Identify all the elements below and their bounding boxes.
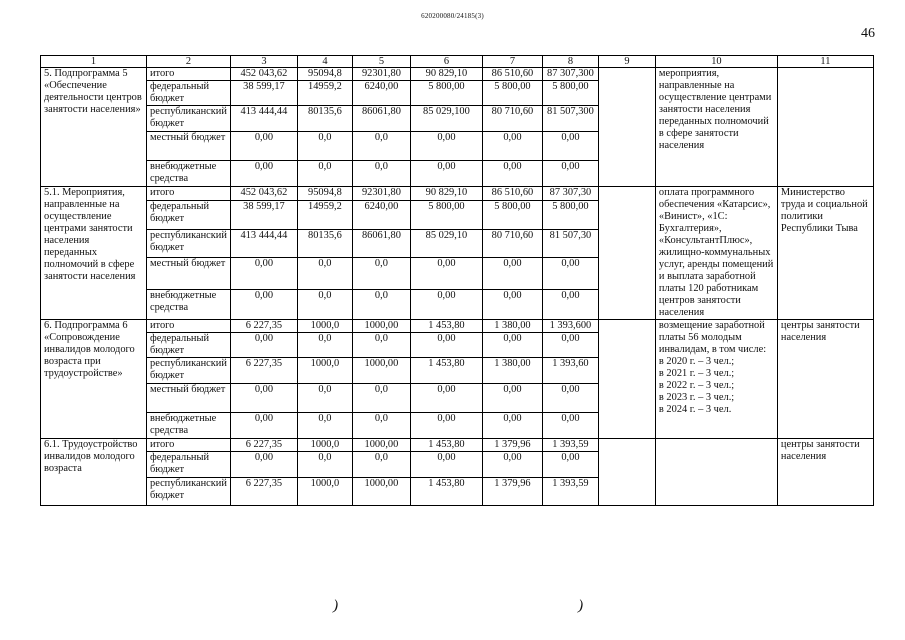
- column-number: 1: [41, 56, 147, 68]
- amount-cell: 413 444,44: [230, 229, 297, 258]
- amount-cell: 1 453,80: [410, 358, 482, 384]
- amount-cell: 6 227,35: [230, 439, 297, 452]
- amount-cell: 0,0: [352, 452, 410, 478]
- funding-source: местный бюджет: [147, 258, 231, 290]
- amount-cell: 0,00: [542, 384, 598, 413]
- page-number: 46: [861, 26, 875, 41]
- measure-description: оплата программного обеспечения «Катарсис», «Винист», «1С: Бухгалтерия», «КонсультантПлюс», жилищно-коммунальных услуг, аренды помещений и выплата заработной платы 120 работникам центров занятости населения: [655, 187, 777, 320]
- amount-cell: 413 444,44: [230, 106, 297, 132]
- amount-cell: 92301,80: [352, 68, 410, 81]
- amount-cell: 0,00: [542, 413, 598, 439]
- funding-source: федеральный бюджет: [147, 452, 231, 478]
- amount-cell: 1 393,60: [542, 358, 598, 384]
- amount-cell: 0,00: [230, 384, 297, 413]
- table-row: [41, 68, 874, 81]
- amount-cell: 0,0: [297, 333, 352, 358]
- column-9-empty: [598, 320, 655, 439]
- funding-source: итого: [147, 320, 231, 333]
- amount-cell: 1 453,80: [410, 478, 482, 506]
- amount-cell: 1 453,80: [410, 320, 482, 333]
- column-number: 8: [542, 56, 598, 68]
- amount-cell: 1 379,96: [482, 478, 542, 506]
- amount-cell: 0,0: [297, 384, 352, 413]
- column-9-empty: [598, 439, 655, 506]
- amount-cell: 0,0: [352, 413, 410, 439]
- table-row: [41, 439, 874, 452]
- column-number: 5: [352, 56, 410, 68]
- amount-cell: 0,00: [542, 333, 598, 358]
- funding-source: местный бюджет: [147, 384, 231, 413]
- amount-cell: 81 507,300: [542, 106, 598, 132]
- amount-cell: 14959,2: [297, 81, 352, 106]
- funding-source: итого: [147, 187, 231, 201]
- amount-cell: 1 393,600: [542, 320, 598, 333]
- column-number: 3: [230, 56, 297, 68]
- amount-cell: 6 227,35: [230, 358, 297, 384]
- amount-cell: 80 710,60: [482, 106, 542, 132]
- amount-cell: 5 800,00: [410, 81, 482, 106]
- amount-cell: 90 829,10: [410, 187, 482, 201]
- amount-cell: 0,00: [230, 290, 297, 320]
- amount-cell: 0,00: [542, 161, 598, 187]
- table-row: [41, 320, 874, 333]
- amount-cell: 0,00: [542, 452, 598, 478]
- amount-cell: 5 800,00: [482, 201, 542, 230]
- column-9-empty: [598, 187, 655, 320]
- funding-source: федеральный бюджет: [147, 333, 231, 358]
- amount-cell: 0,00: [230, 132, 297, 161]
- amount-cell: 0,0: [352, 161, 410, 187]
- document-code: 620200080/24185(3): [421, 12, 484, 20]
- funding-source: внебюджетные средства: [147, 413, 231, 439]
- budget-table: [40, 55, 874, 506]
- amount-cell: 1 453,80: [410, 439, 482, 452]
- amount-cell: 0,00: [410, 413, 482, 439]
- amount-cell: 0,00: [482, 132, 542, 161]
- amount-cell: 1 380,00: [482, 358, 542, 384]
- amount-cell: 0,0: [352, 333, 410, 358]
- funding-source: внебюджетные средства: [147, 161, 231, 187]
- amount-cell: 92301,80: [352, 187, 410, 201]
- amount-cell: 6240,00: [352, 201, 410, 230]
- amount-cell: 6 227,35: [230, 320, 297, 333]
- amount-cell: 90 829,10: [410, 68, 482, 81]
- amount-cell: 0,00: [410, 161, 482, 187]
- amount-cell: 1000,00: [352, 320, 410, 333]
- handwritten-mark-right: ): [576, 597, 585, 615]
- amount-cell: 1000,0: [297, 439, 352, 452]
- amount-cell: 0,00: [542, 258, 598, 290]
- funding-source: федеральный бюджет: [147, 81, 231, 106]
- column-number: 2: [147, 56, 231, 68]
- amount-cell: 0,00: [482, 333, 542, 358]
- amount-cell: 0,00: [482, 384, 542, 413]
- amount-cell: 87 307,30: [542, 187, 598, 201]
- table-row: [41, 187, 874, 201]
- amount-cell: 85 029,10: [410, 229, 482, 258]
- funding-source: республиканский бюджет: [147, 478, 231, 506]
- funding-source: республиканский бюджет: [147, 229, 231, 258]
- amount-cell: 0,00: [482, 452, 542, 478]
- amount-cell: 1000,0: [297, 478, 352, 506]
- amount-cell: 86061,80: [352, 106, 410, 132]
- amount-cell: 0,00: [542, 290, 598, 320]
- responsible-executor: центры занятости населения: [777, 439, 873, 506]
- amount-cell: 452 043,62: [230, 187, 297, 201]
- responsible-executor: Министерство труда и социальной политики Республики Тыва: [777, 187, 873, 320]
- amount-cell: 87 307,300: [542, 68, 598, 81]
- amount-cell: 0,00: [410, 452, 482, 478]
- measure-description: возмещение заработной платы 56 молодым инвалидам, в том числе: в 2020 г. – 3 чел.; в 2021 г. – 3 чел.; в 2022 г. – 3 чел.; в 2023 г. – 3 чел.; в 2024 г. – 3 чел.: [655, 320, 777, 439]
- column-number: 9: [598, 56, 655, 68]
- handwritten-mark-left: ): [331, 597, 340, 615]
- amount-cell: 0,0: [297, 413, 352, 439]
- amount-cell: 1 393,59: [542, 478, 598, 506]
- responsible-executor: [777, 68, 873, 187]
- amount-cell: 5 800,00: [542, 81, 598, 106]
- funding-source: итого: [147, 439, 231, 452]
- amount-cell: 0,00: [410, 290, 482, 320]
- amount-cell: 14959,2: [297, 201, 352, 230]
- amount-cell: 0,0: [352, 258, 410, 290]
- funding-source: внебюджетные средства: [147, 290, 231, 320]
- column-number: 7: [482, 56, 542, 68]
- amount-cell: 0,0: [297, 132, 352, 161]
- amount-cell: 0,00: [410, 333, 482, 358]
- amount-cell: 0,00: [230, 258, 297, 290]
- amount-cell: 1000,00: [352, 478, 410, 506]
- measure-title: 6. Подпрограмма 6 «Сопровождение инвалидов молодого возраста при трудоустройстве»: [41, 320, 147, 439]
- amount-cell: 1000,0: [297, 358, 352, 384]
- amount-cell: 95094,8: [297, 187, 352, 201]
- amount-cell: 0,0: [352, 384, 410, 413]
- funding-source: итого: [147, 68, 231, 81]
- amount-cell: 1000,00: [352, 439, 410, 452]
- amount-cell: 5 800,00: [542, 201, 598, 230]
- funding-source: республиканский бюджет: [147, 358, 231, 384]
- amount-cell: 95094,8: [297, 68, 352, 81]
- measure-description: мероприятия, направленные на осуществление центрами занятости населения переданных полномочий в сфере занятости населения: [655, 68, 777, 187]
- amount-cell: 0,00: [482, 258, 542, 290]
- amount-cell: 86 510,60: [482, 68, 542, 81]
- amount-cell: 1 379,96: [482, 439, 542, 452]
- responsible-executor: центры занятости населения: [777, 320, 873, 439]
- funding-source: федеральный бюджет: [147, 201, 231, 230]
- amount-cell: 80 710,60: [482, 229, 542, 258]
- amount-cell: 0,00: [482, 161, 542, 187]
- amount-cell: 1000,00: [352, 358, 410, 384]
- amount-cell: 6240,00: [352, 81, 410, 106]
- amount-cell: 86 510,60: [482, 187, 542, 201]
- amount-cell: 0,0: [352, 132, 410, 161]
- column-number: 6: [410, 56, 482, 68]
- measure-description: [655, 439, 777, 506]
- amount-cell: 5 800,00: [410, 201, 482, 230]
- amount-cell: 0,00: [542, 132, 598, 161]
- amount-cell: 0,00: [410, 384, 482, 413]
- amount-cell: 0,0: [297, 161, 352, 187]
- measure-title: 5.1. Мероприятия, направленные на осуществление центрами занятости населения переданных полномочий в сфере занятости населения: [41, 187, 147, 320]
- amount-cell: 0,00: [230, 452, 297, 478]
- amount-cell: 0,00: [230, 333, 297, 358]
- amount-cell: 85 029,100: [410, 106, 482, 132]
- column-9-empty: [598, 68, 655, 187]
- amount-cell: 6 227,35: [230, 478, 297, 506]
- column-number: 11: [777, 56, 873, 68]
- funding-source: местный бюджет: [147, 132, 231, 161]
- amount-cell: 0,00: [410, 132, 482, 161]
- amount-cell: 0,00: [230, 413, 297, 439]
- amount-cell: 0,00: [410, 258, 482, 290]
- amount-cell: 1 393,59: [542, 439, 598, 452]
- amount-cell: 0,0: [297, 290, 352, 320]
- amount-cell: 5 800,00: [482, 81, 542, 106]
- amount-cell: 86061,80: [352, 229, 410, 258]
- amount-cell: 81 507,30: [542, 229, 598, 258]
- amount-cell: 0,0: [352, 290, 410, 320]
- amount-cell: 0,0: [297, 258, 352, 290]
- amount-cell: 80135,6: [297, 106, 352, 132]
- amount-cell: 1 380,00: [482, 320, 542, 333]
- amount-cell: 38 599,17: [230, 201, 297, 230]
- amount-cell: 0,00: [482, 413, 542, 439]
- funding-source: республиканский бюджет: [147, 106, 231, 132]
- amount-cell: 0,00: [482, 290, 542, 320]
- amount-cell: 80135,6: [297, 229, 352, 258]
- amount-cell: 452 043,62: [230, 68, 297, 81]
- amount-cell: 38 599,17: [230, 81, 297, 106]
- amount-cell: 0,00: [230, 161, 297, 187]
- measure-title: 6.1. Трудоустройство инвалидов молодого возраста: [41, 439, 147, 506]
- column-number: 10: [655, 56, 777, 68]
- column-number-row: [41, 56, 874, 68]
- column-number: 4: [297, 56, 352, 68]
- measure-title: 5. Подпрограмма 5 «Обеспечение деятельности центров занятости населения»: [41, 68, 147, 187]
- amount-cell: 0,0: [297, 452, 352, 478]
- amount-cell: 1000,0: [297, 320, 352, 333]
